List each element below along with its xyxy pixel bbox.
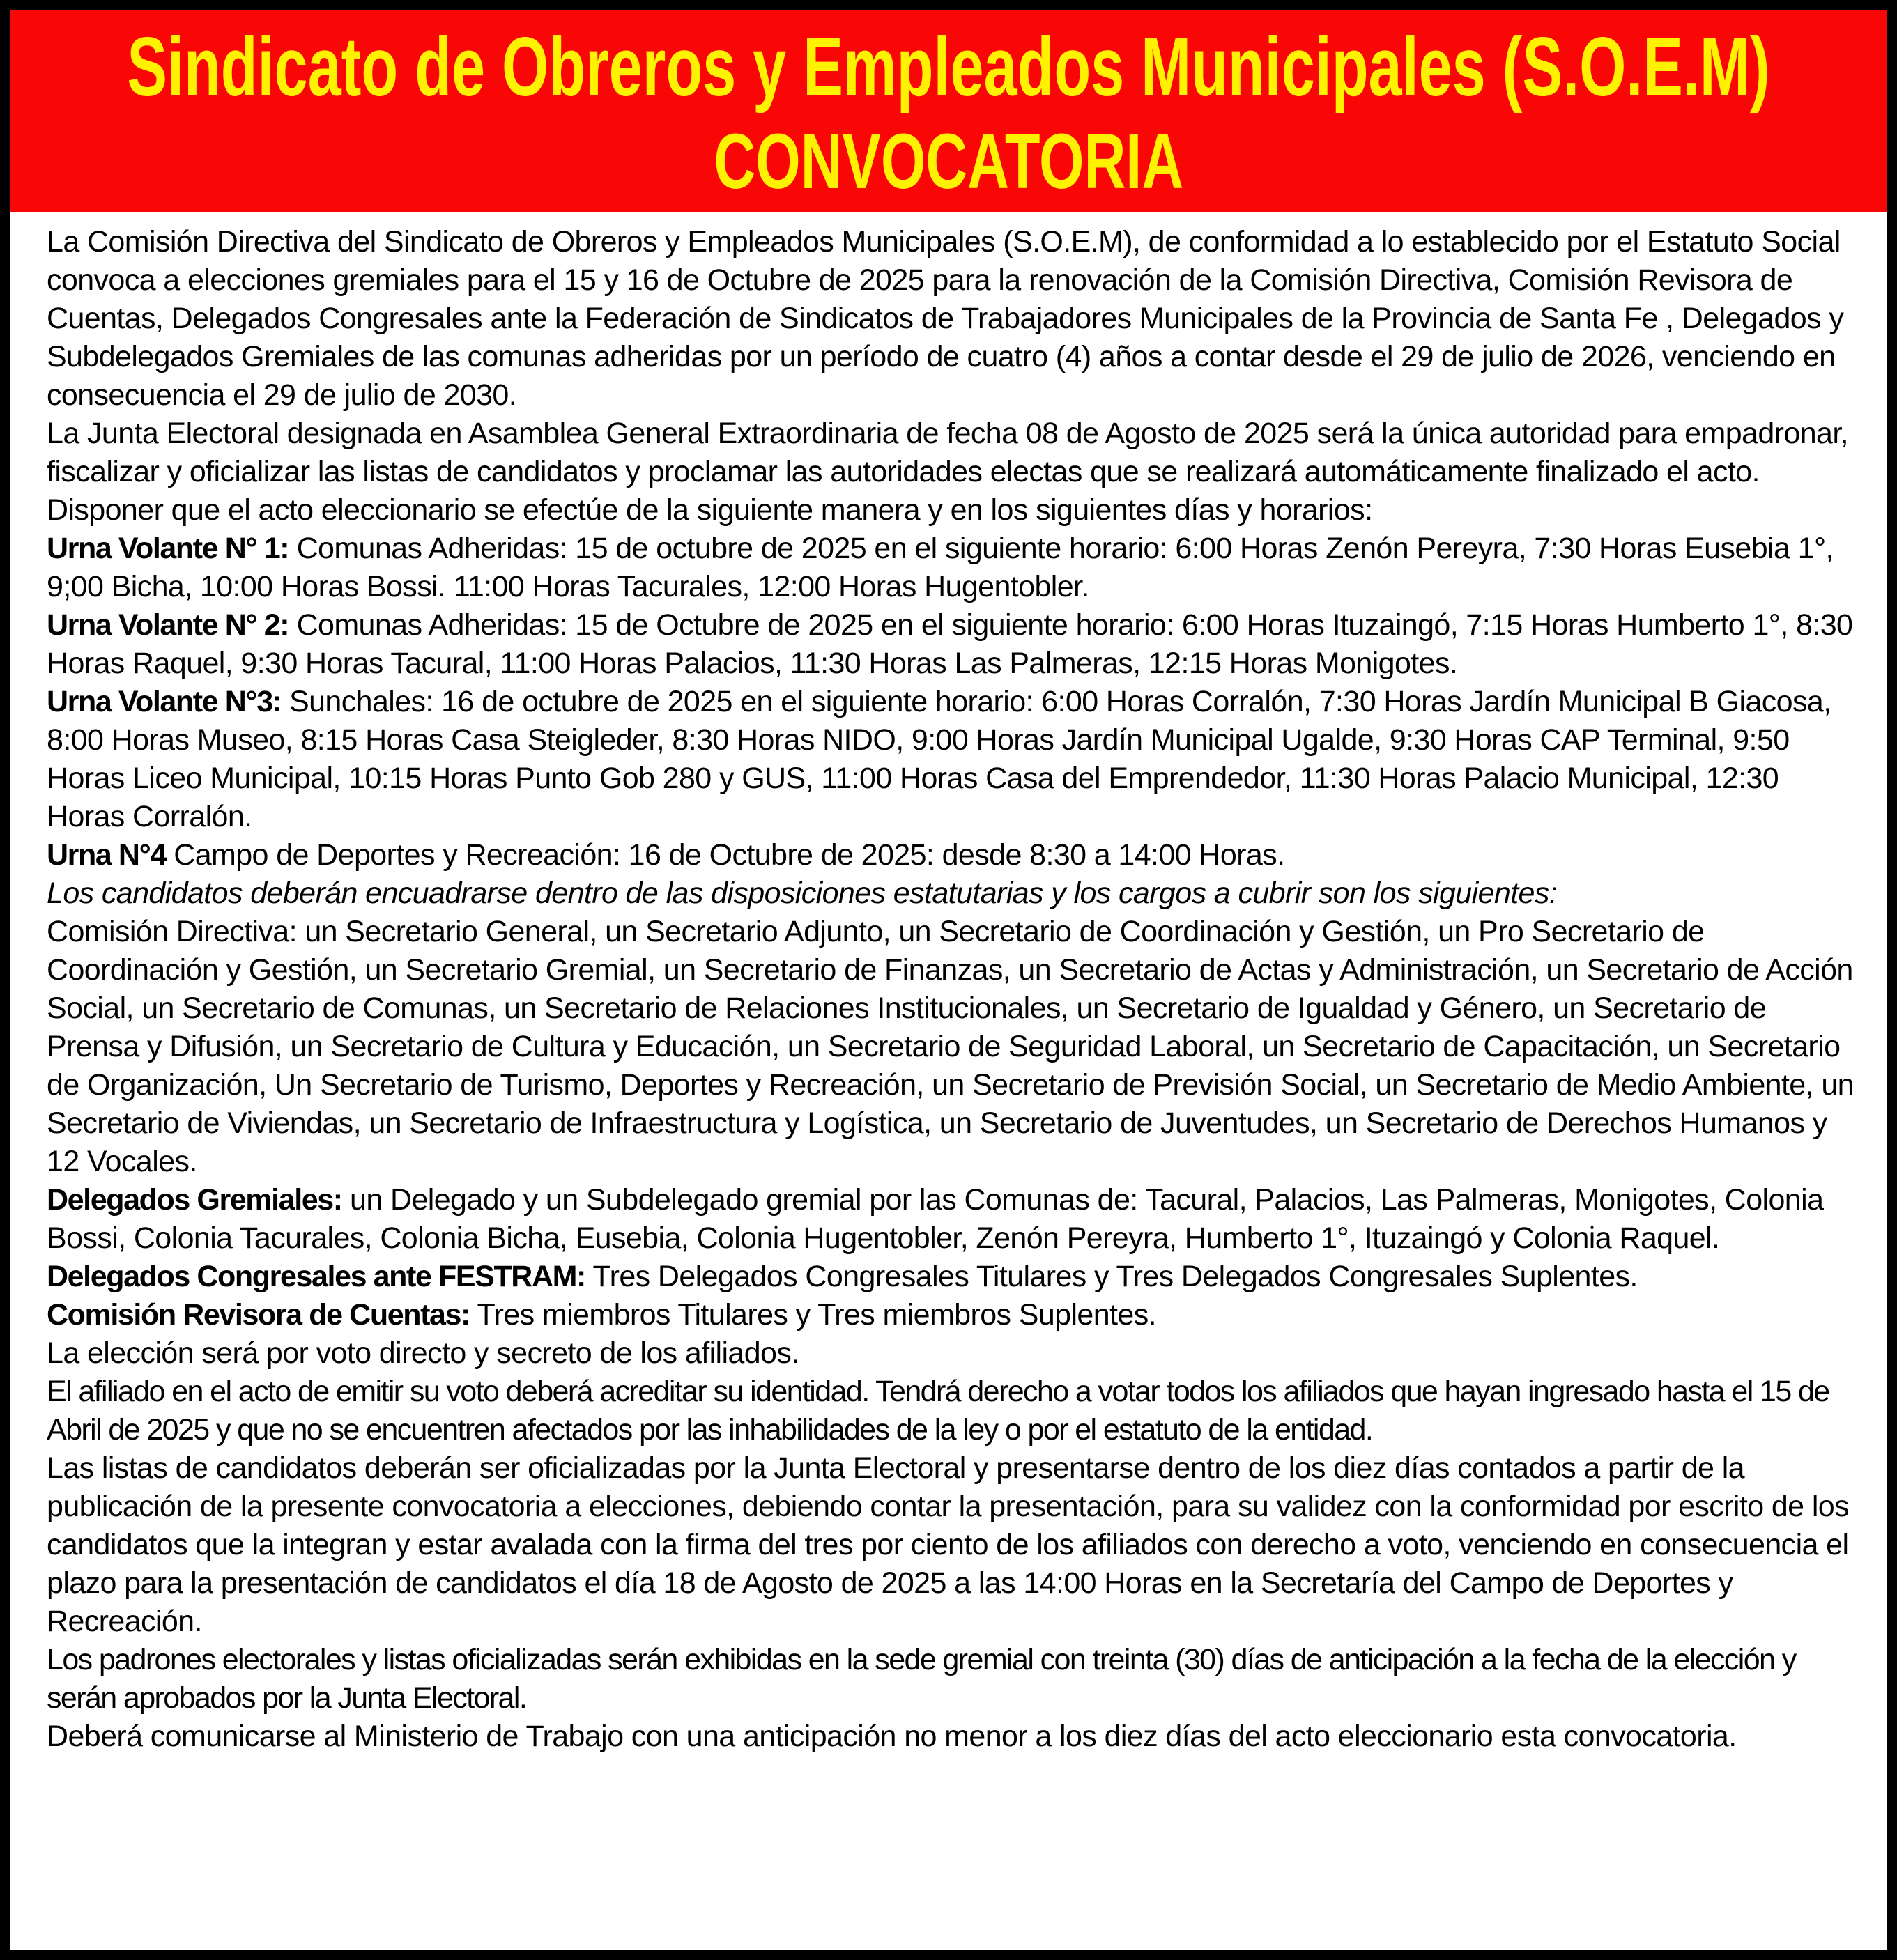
paragraph-lead: Comisión Revisora de Cuentas: bbox=[47, 1298, 470, 1332]
paragraph-lead: Urna Volante N° 1: bbox=[47, 532, 289, 565]
header bbox=[10, 10, 1887, 212]
paragraph: Urna Volante N° 2: Comunas Adheridas: 15 de Octubre de 2025 en el siguiente horario: 6:00 Horas Ituzaingó, 7:15 Horas Humberto 1°, 8:30 Horas Raquel, 9:30 Horas Tacural, 11:00 Horas Palacios, 11:30 Horas Las Palmeras, 12:15 Horas Monigotes. bbox=[47, 608, 1853, 680]
page-subtitle: CONVOCATORIA bbox=[714, 117, 1183, 205]
paragraph-lead: Delegados Congresales ante FESTRAM: bbox=[47, 1260, 585, 1293]
paragraph: La Junta Electoral designada en Asamblea General Extraordinaria de fecha 08 de Agosto de 2025 será la única autoridad para empadronar, fiscalizar y oficializar las listas de candidatos y proclamar las autoridades electas que se realizará automáticamente finalizado el acto. bbox=[47, 417, 1849, 488]
page-title: Sindicato de Obreros y Empleados Municipales (S.O.E.M) bbox=[127, 20, 1770, 114]
paragraph: Los padrones electorales y listas oficializadas serán exhibidas en la sede gremial con treinta (30) días de anticipación a la fecha de la elección y serán aprobados por la Junta Electoral. bbox=[47, 1643, 1796, 1715]
paragraph: Comisión Revisora de Cuentas: Tres miembros Titulares y Tres miembros Suplentes. bbox=[47, 1298, 1156, 1332]
paragraph: Urna Volante N°3: Sunchales: 16 de octubre de 2025 en el siguiente horario: 6:00 Horas Corralón, 7:30 Horas Jardín Municipal B Giacosa, 8:00 Horas Museo, 8:15 Horas Casa Steigleder, 8:30 Horas NIDO, 9:00 Horas Jardín Municipal Ugalde, 9:30 Horas CAP Terminal, 9:50 Horas Liceo Municipal, 10:15 Horas Punto Gob 280 y GUS, 11:00 Horas Casa del Emprendedor, 11:30 Horas Palacio Municipal, 12:30 Horas Corralón. bbox=[47, 685, 1831, 833]
paragraph: Disponer que el acto eleccionario se efectúe de la siguiente manera y en los siguientes días y horarios: bbox=[47, 493, 1373, 527]
paragraph: El afiliado en el acto de emitir su voto deberá acreditar su identidad. Tendrá derecho a votar todos los afiliados que hayan ingresado hasta el 15 de Abril de 2025 y que no se encuentren afectados por las inhabilidades de la ley o por el estatuto de la entidad. bbox=[47, 1375, 1829, 1446]
paragraph-lead: Urna N°4 bbox=[47, 838, 166, 872]
paragraph: Las listas de candidatos deberán ser oficializadas por la Junta Electoral y presentarse dentro de los diez días contados a partir de la publicación de la presente convocatoria a elecciones, debiendo contar la presentación, para su validez con la conformidad por escrito de los candidatos que la integran y estar avalada con la firma del tres por ciento de los afiliados con derecho a voto, venciendo en consecuencia el plazo para la presentación de candidatos el día 18 de Agosto de 2025 a las 14:00 Horas en la Secretaría del Campo de Deportes y Recreación. bbox=[47, 1451, 1850, 1638]
paragraph: La elección será por voto directo y secreto de los afiliados. bbox=[47, 1336, 799, 1370]
document-body bbox=[10, 212, 1887, 1756]
paragraph: Urna Volante N° 1: Comunas Adheridas: 15 de octubre de 2025 en el siguiente horario: 6:00 Horas Zenón Pereyra, 7:30 Horas Eusebia 1°, 9;00 Bicha, 10:00 Horas Bossi. 11:00 Horas Tacurales, 12:00 Horas Hugentobler. bbox=[47, 532, 1834, 603]
paragraph-lead: Urna Volante N° 2: bbox=[47, 608, 289, 642]
paragraph: La Comisión Directiva del Sindicato de Obreros y Empleados Municipales (S.O.E.M), de conformidad a lo establecido por el Estatuto Social convoca a elecciones gremiales para el 15 y 16 de Octubre de 2025 para la renovación de la Comisión Directiva, Comisión Revisora de Cuentas, Delegados Congresales ante la Federación de Sindicatos de Trabajadores Municipales de la Provincia de Santa Fe , Delegados y Subdelegados Gremiales de las comunas adheridas por un período de cuatro (4) años a contar desde el 29 de julio de 2026, venciendo en consecuencia el 29 de julio de 2030. bbox=[47, 225, 1844, 412]
paragraph: Urna N°4 Campo de Deportes y Recreación: 16 de Octubre de 2025: desde 8:30 a 14:00 Horas. bbox=[47, 838, 1285, 872]
paragraph: Delegados Gremiales: un Delegado y un Subdelegado gremial por las Comunas de: Tacural, Palacios, Las Palmeras, Monigotes, Colonia Bossi, Colonia Tacurales, Colonia Bicha, Eusebia, Colonia Hugentobler, Zenón Pereyra, Humberto 1°, Ituzaingó y Colonia Raquel. bbox=[47, 1183, 1824, 1255]
paragraph: Comisión Directiva: un Secretario General, un Secretario Adjunto, un Secretario de Coordinación y Gestión, un Pro Secretario de Coordinación y Gestión, un Secretario Gremial, un Secretario de Finanzas, un Secretario de Actas y Administración, un Secretario de Acción Social, un Secretario de Comunas, un Secretario de Relaciones Institucionales, un Secretario de Igualdad y Género, un Secretario de Prensa y Difusión, un Secretario de Cultura y Educación, un Secretario de Seguridad Laboral, un Secretario de Capacitación, un Secretario de Organización, Un Secretario de Turismo, Deportes y Recreación, un Secretario de Previsión Social, un Secretario de Medio Ambiente, un Secretario de Viviendas, un Secretario de Infraestructura y Logística, un Secretario de Juventudes, un Secretario de Derechos Humanos y 12 Vocales. bbox=[47, 915, 1854, 1178]
paragraph: Deberá comunicarse al Ministerio de Trabajo con una anticipación no menor a los diez días del acto eleccionario esta convocatoria. bbox=[47, 1720, 1737, 1753]
paragraph-lead: Urna Volante N°3: bbox=[47, 685, 282, 718]
paragraph-lead: Delegados Gremiales: bbox=[47, 1183, 342, 1217]
paragraph: Los candidatos deberán encuadrarse dentro de las disposiciones estatutarias y los cargos a cubrir son los siguientes: bbox=[47, 877, 1558, 910]
paragraph: Delegados Congresales ante FESTRAM: Tres Delegados Congresales Titulares y Tres Delegados Congresales Suplentes. bbox=[47, 1260, 1638, 1293]
